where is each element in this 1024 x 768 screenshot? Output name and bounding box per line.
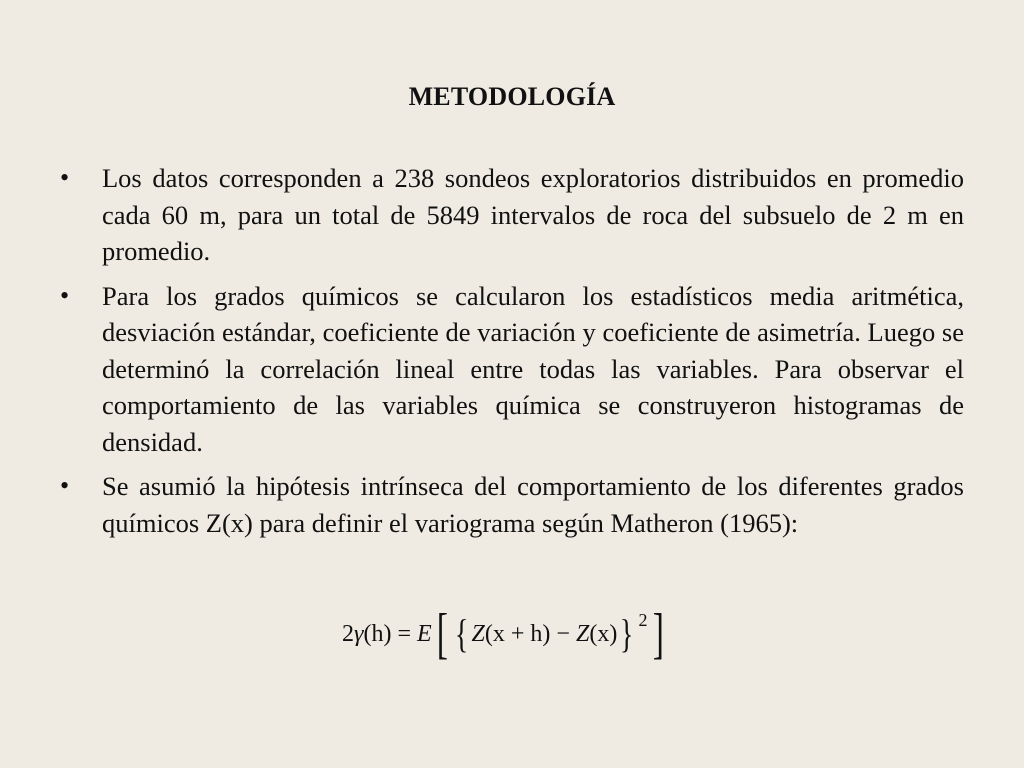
formula-close-bracket: ] [652,603,664,665]
slide-title: METODOLOGÍA [408,82,616,111]
formula-z2: Z [575,620,590,647]
bullet-list [60,160,964,549]
formula-minus: − [556,620,570,647]
formula-z2-arg: (x) [589,620,618,647]
formula-coef: 2 [342,620,354,647]
bullet-icon: • [60,280,70,310]
formula-z1-arg: (x + h) [484,620,551,647]
formula-lhs-arg: (h) [363,620,392,647]
bullet-icon: • [60,471,70,500]
bullet-text: Se asumió la hipótesis intrínseca del comportamiento de los diferentes grados químicos Z(x) para definir el variograma según Matheron (1965): [102,471,964,538]
formula-equals: = [397,620,411,647]
formula-power: 2 [638,609,648,630]
formula-gamma: γ [354,620,364,647]
bullet-text: Para los grados químicos se calcularon los estadísticos media aritmética, desviación estándar, coeficiente de variación y coeficiente de asimetría. Luego se determinó la correlación lineal entre todas las variables. Para observar el comportamiento de las variables química se construyeron histogramas de densidad. [102,280,964,457]
formula-close-brace: } [620,611,634,656]
bullet-text: Los datos corresponden a 238 sondeos exploratorios distribuidos en promedio cada 60 m, para un total de 5849 intervalos de roca del subsuelo de 2 m en promedio. [102,163,964,266]
formula-open-brace: { [455,611,469,656]
formula-open-bracket: [ [436,603,448,665]
bullet-item [60,468,964,541]
bullet-item [60,278,964,461]
formula-expectation: E [417,620,432,647]
formula-z1: Z [471,620,485,647]
variogram-formula [342,603,668,665]
bullet-icon: • [60,163,70,192]
bullet-item [60,160,964,270]
